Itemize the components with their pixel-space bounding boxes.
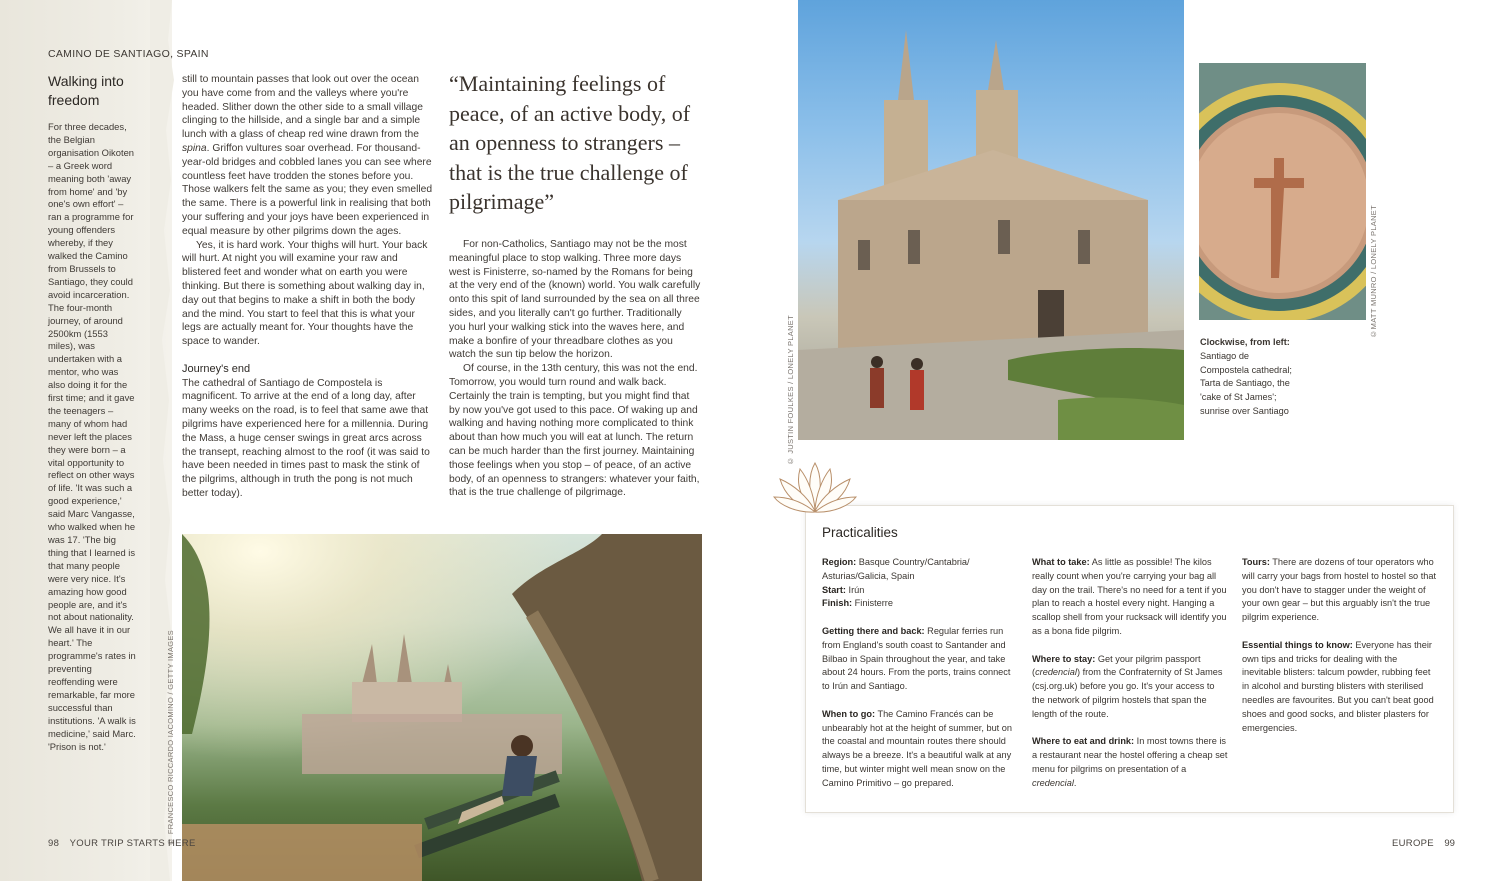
sidebar-heading: Walking into freedom bbox=[48, 73, 124, 108]
page-number-left: 98 bbox=[48, 838, 60, 849]
practicalities-column-2 bbox=[1032, 556, 1228, 804]
finish-entry: Finish: Finisterre bbox=[822, 598, 893, 609]
photo-credit-park: © FRANCESCO RICCARDO IACOMINO / GETTY IMAGES bbox=[166, 630, 175, 846]
article-paragraph: The cathedral of Santiago de Compostela is magnificent. To arrive at the end of a long day, after many weeks on the road, is to feel that same awe that pilgrims have experienced here for a millennia. During the Mass, a huge censer swings in great arcs across the transept, reaching almost to the roof (it was said to have been needed in times past to mask the stink of the pilgrims, although in truth the pong is not much better today). bbox=[182, 377, 430, 499]
photo-credit-cathedral: © JUSTIN FOULKES / LONELY PLANET bbox=[786, 315, 795, 466]
folio-left bbox=[48, 833, 196, 851]
article-paragraph: Yes, it is hard work. Your thighs will hurt. Your back will hurt. At night you will examine your raw and blistered feet and wonder what on earth you were thinking. But there is something about walking day in, day out that begins to make a shift in both the body and the mind. You start to feel that this is what your legs are actually meant for. Your thoughts have the space to wander. bbox=[182, 239, 428, 348]
practicalities-title: Practicalities bbox=[822, 525, 898, 540]
photo-tarta-de-santiago bbox=[1199, 63, 1366, 320]
sidebar-text: For three decades, the Belgian organisation Oikoten – a Greek word meaning both 'away from home' and 'by one's own effort' – ran a programme for young offenders whereby, if they walked the Camino from Brussels to Santiago, they could avoid incarceration. The four-month journey, of around 2500km (1553 miles), was undertaken with a mentor, who was also doing it for the first time; and it gave the teenagers – many of whom had never left the places they were born – a vital opportunity to reflect on other ways of life. 'It was such a good experience,' said Marc Vangasse, who walked when he was 17. 'The big thing that I learned is that many people were very nice. It's amazing how good people are, and it's not about nationality. We all have it in our heart.' The programme's rates in preventing reoffending were remarkable, far more successful than institutions. 'A walk is medicine,' said Marc. 'Prison is not.' bbox=[48, 121, 136, 752]
running-footer-right: EUROPE bbox=[1392, 838, 1434, 849]
sunrise-scene-illustration bbox=[182, 534, 702, 881]
article-paragraph: Of course, in the 13th century, this was not the end. Tomorrow, you would turn round and walk back. Certainly the train is tempting, but you might find that by now you've got used to this pace. Of waking up and walking and having nothing more complicated to think about than how much you will eat at lunch. The return can be much harder than the first journey. Maintaining those feelings when you stop – of peace, of an active body, of an openness to strangers: whatever your faith, that is the true challenge of pilgrimage. bbox=[449, 363, 700, 499]
pull-quote: “Maintaining feelings of peace, of an active body, of an openness to strangers – that is the true challenge of pilgrimage” bbox=[449, 71, 691, 214]
where-to-stay-entry: Where to stay: Get your pilgrim passport (credencial) from the Confraternity of St James (csj.org.uk) before you go. It's your access to the network of pilgrim hostels that span the length of the route. bbox=[1032, 653, 1223, 719]
cake-illustration bbox=[1199, 63, 1366, 320]
cathedral-illustration bbox=[798, 0, 1184, 440]
folio-right bbox=[1392, 833, 1455, 851]
article-column-2 bbox=[449, 238, 701, 500]
photo-credit-cake: ©MATT MUNRO / LONELY PLANET bbox=[1369, 205, 1378, 339]
photo-caption bbox=[1200, 336, 1295, 419]
lotus-flower-icon bbox=[770, 455, 860, 517]
torn-paper-edge bbox=[150, 0, 180, 881]
start-entry: Start: Irún bbox=[822, 584, 865, 595]
article-column-1 bbox=[182, 73, 434, 501]
practicalities-column-3 bbox=[1242, 556, 1438, 749]
getting-there-entry: Getting there and back: Regular ferries run from England's south coast to Santander and Bilbao in Spain throughout the year, and take about 24 hours. From the ports, trains connect to Irún and Santiago. bbox=[822, 625, 1011, 692]
article-paragraph: For non-Catholics, Santiago may not be the most meaningful place to stop walking. Three more days west is Finisterre, so-named by the Romans for being at the very end of the (known) world. You walk carefully onto this spit of land surrounded by the sea on all three sides, and you literally can't go further. Traditionally you hurl your walking stick into the waves here, and make a bonfire of your threadbare clothes as you watch the sun tip below the horizon. bbox=[449, 239, 701, 361]
running-footer-left: YOUR TRIP STARTS HERE bbox=[69, 838, 196, 849]
photo-santiago-cathedral bbox=[798, 0, 1184, 440]
essential-things-entry: Essential things to know: Everyone has their own tips and tricks for dealing with the inevitable blisters: talcum powder, rubbing feet in alcohol and bursting blisters with sterilised needles are favourites. But you can't beat good shoes and good socks, and blister plasters for emergencies. bbox=[1242, 639, 1434, 733]
when-to-go-entry: When to go: The Camino Francés can be unbearably hot at the height of summer, but on the coastal and mountain routes there should always be a breeze. It's a beautiful walk at any time, but winter might well mean snow on the Camino Primitivo – go prepared. bbox=[822, 708, 1012, 788]
subheading-journeys-end: Journey's end bbox=[182, 362, 251, 375]
practicalities-column-1 bbox=[822, 556, 1020, 804]
photo-sunrise-over-santiago bbox=[182, 534, 702, 881]
section-label: CAMINO DE SANTIAGO, SPAIN bbox=[48, 48, 209, 60]
region-entry: Region: Basque Country/Cantabria/ Asturias/Galicia, Spain bbox=[822, 557, 970, 581]
what-to-take-entry: What to take: As little as possible! The kilos really count when you're carrying your bag all day on the trail. There's no need for a tent if you plan to reach a hostel every night. Hanging a scallop shell from your rucksack will identify you as a bona fide pilgrim. bbox=[1032, 557, 1227, 636]
caption-lead: Clockwise, from left: bbox=[1200, 337, 1290, 347]
tours-entry: Tours: There are dozens of tour operators who will carry your bags from hostel to hostel so that you don't have to stagger under the weight of your own gear – but this arguably isn't the true pilgrim experience. bbox=[1242, 557, 1437, 623]
where-to-eat-entry: Where to eat and drink: In most towns there is a restaurant near the hostel offering a cheap set menu for pilgrims on presentation of a credencial. bbox=[1032, 736, 1228, 788]
caption-text: Santiago de Compostela cathedral; Tarta de Santiago, the 'cake of St James'; sunrise over Santiago bbox=[1200, 350, 1292, 416]
article-paragraph: still to mountain passes that look out over the ocean you have come from and the valleys where you're headed. Slither down the other side to a small village clinging to the hillside, and a single bar and a simple lunch with a glass of cheap red wine drawn from the spina. Griffon vultures soar overhead. For thousand-year-old bridges and cobbled lanes you can see where countless feet have trodden the stones before you. Those walkers felt the same as you; they even smelled the same. There is a powerful link in realising that both your suffering and your joys have been experienced in equal measure by other pilgrims down the ages. bbox=[182, 74, 433, 237]
page-number-right: 99 bbox=[1444, 838, 1455, 849]
